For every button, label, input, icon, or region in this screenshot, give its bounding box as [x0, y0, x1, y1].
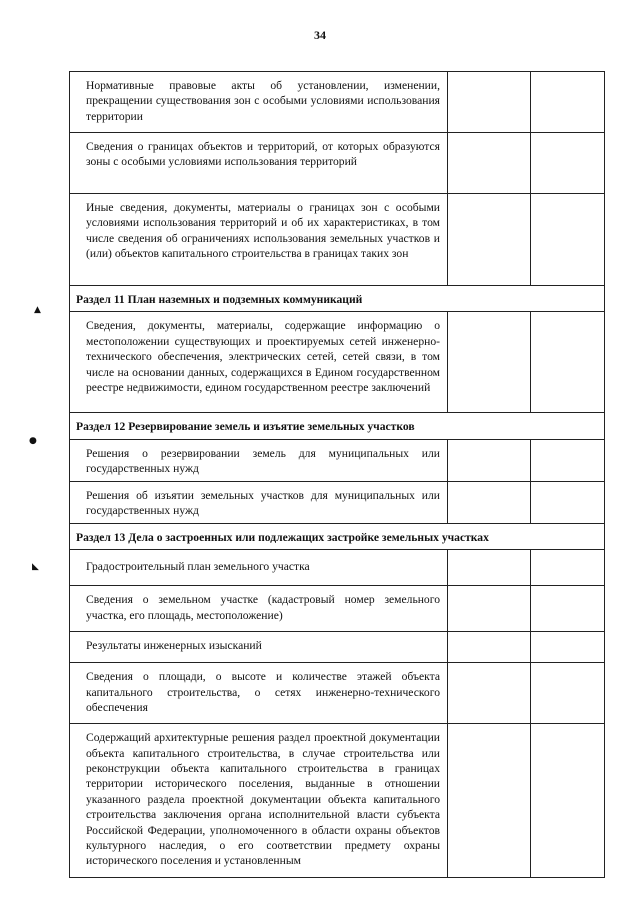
empty-cell — [448, 632, 531, 663]
table-row — [70, 632, 605, 663]
empty-cell — [448, 724, 531, 878]
row-description: Градостроительный план земельного участка — [70, 550, 448, 586]
empty-cell — [448, 72, 531, 133]
row-description: Решения о резервировании земель для муниципальных или государственных нужд — [70, 439, 448, 481]
empty-cell — [531, 481, 605, 523]
row-description: Содержащий архитектурные решения раздел проектной документации объекта капитального строительства, в случае строительства или реконструкции объекта капитального строительства в границах территории исторического поселения, выданные в отношении указанного раздела проектной документации объекта капитального строительства заключения органа исполнительной власти субъекта Российской Федерации, уполномоченного в области охраны объектов культурного наследия, о его соответствии предмету охраны исторического поселения и установленным — [70, 724, 448, 878]
empty-cell — [448, 439, 531, 481]
table-row — [70, 550, 605, 586]
row-description: Сведения о площади, о высоте и количестве этажей объекта капитального строительства, о сетях инженерно-технического обеспечения — [70, 663, 448, 724]
row-description: Иные сведения, документы, материалы о границах зон с особыми условиями использования территорий и об их характеристиках, в том числе сведения об ограничениях использования земельных участков и (или) объектов капитального строительства в границах таких зон — [70, 194, 448, 286]
empty-cell — [531, 724, 605, 878]
empty-cell — [531, 632, 605, 663]
row-description: Нормативные правовые акты об установлении, изменении, прекращении существования зон с особыми условиями использования территории — [70, 72, 448, 133]
empty-cell — [531, 133, 605, 194]
section-heading: Раздел 12 Резервирование земель и изъятие земельных участков — [70, 413, 605, 439]
table-row — [70, 133, 605, 194]
empty-cell — [531, 439, 605, 481]
table-row — [70, 194, 605, 286]
margin-mark-dot: ● — [29, 436, 37, 446]
row-description: Сведения, документы, материалы, содержащие информацию о местоположении существующих и проектируемых сетей инженерно-технического обеспечения, электрических сетей, сетей связи, в том числе на основании данных, содержащихся в Едином государственном реестре недвижимости, едином государственном реестре заключений — [70, 312, 448, 413]
table-row — [70, 72, 605, 133]
table-row — [70, 663, 605, 724]
empty-cell — [531, 72, 605, 133]
table-row — [70, 312, 605, 413]
empty-cell — [531, 550, 605, 586]
table-row — [70, 724, 605, 878]
section-row — [70, 413, 605, 439]
row-description: Результаты инженерных изысканий — [70, 632, 448, 663]
margin-mark-corner: ◣ — [32, 562, 39, 572]
table-row — [70, 439, 605, 481]
margin-mark-triangle: ▲ — [34, 305, 41, 315]
empty-cell — [448, 550, 531, 586]
empty-cell — [448, 586, 531, 632]
row-description: Сведения о земельном участке (кадастровый номер земельного участка, его площадь, местоположение) — [70, 586, 448, 632]
section-row — [70, 286, 605, 312]
empty-cell — [448, 194, 531, 286]
document-table — [69, 71, 605, 878]
empty-cell — [448, 481, 531, 523]
empty-cell — [531, 586, 605, 632]
section-heading: Раздел 11 План наземных и подземных коммуникаций — [70, 286, 605, 312]
empty-cell — [531, 663, 605, 724]
empty-cell — [531, 312, 605, 413]
empty-cell — [448, 663, 531, 724]
empty-cell — [448, 312, 531, 413]
row-description: Решения об изъятии земельных участков для муниципальных или государственных нужд — [70, 481, 448, 523]
section-row — [70, 523, 605, 549]
section-heading: Раздел 13 Дела о застроенных или подлежащих застройке земельных участках — [70, 523, 605, 549]
empty-cell — [531, 194, 605, 286]
page-number: 34 — [314, 28, 326, 42]
empty-cell — [448, 133, 531, 194]
row-description: Сведения о границах объектов и территорий, от которых образуются зоны с особыми условиями использования территорий — [70, 133, 448, 194]
table-row — [70, 586, 605, 632]
table-row — [70, 481, 605, 523]
